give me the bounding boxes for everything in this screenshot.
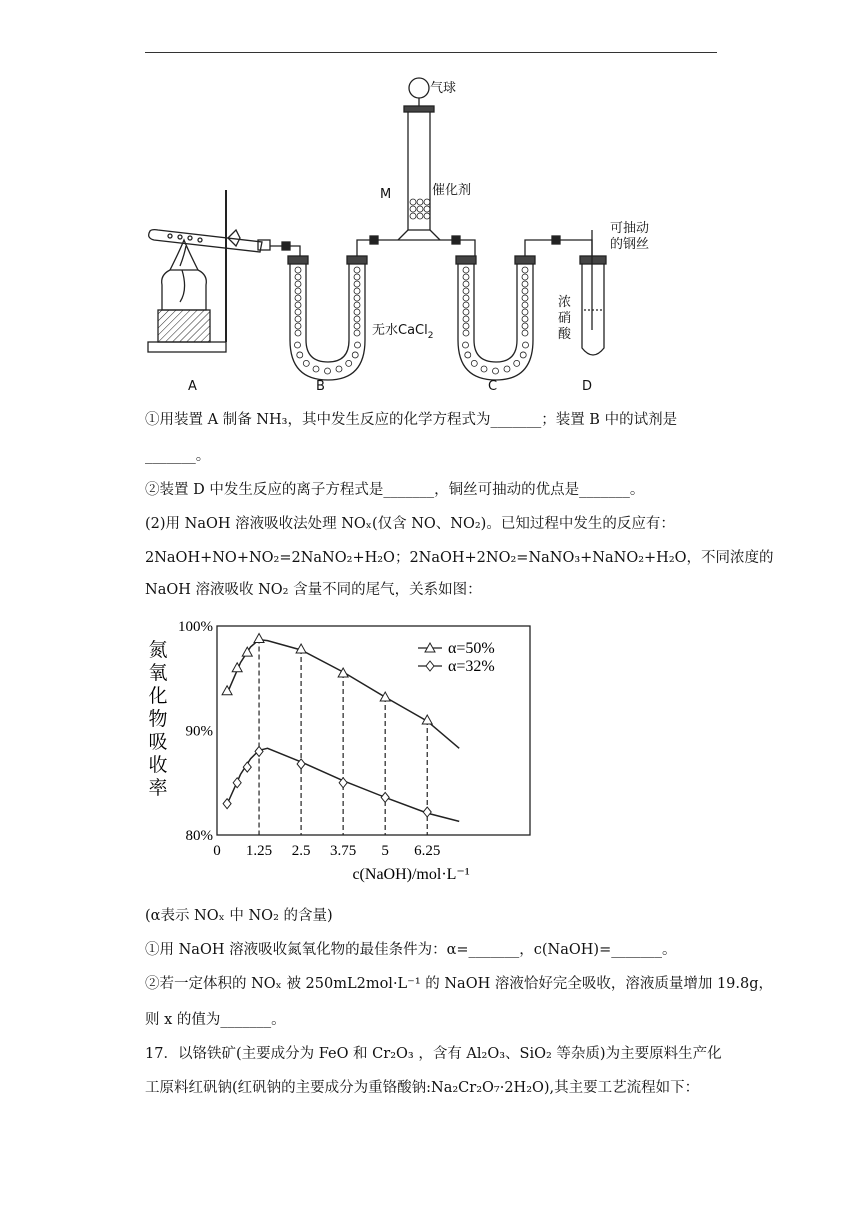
q2-line2: 2NaOH+NO+NO₂=2NaNO₂+H₂O；2NaOH+2NO₂=NaNO₃+NaNO₂+H₂O，不同浓度的 [145,550,774,566]
unit-label-b: B [316,379,325,394]
top-rule [145,52,717,53]
acid-label-3: 酸 [558,327,572,342]
q2-line1: (2)用 NaOH 溶液吸收法处理 NOₓ(仅含 NO、NO₂)。已知过程中发生的反应有： [145,516,675,532]
y-tick-label: 100% [178,619,213,635]
y-axis-label-char: 率 [148,777,168,799]
catalyst-label: 催化剂 [432,183,472,198]
q1a-line1: ①用装置 A 制备 NH₃，其中发生反应的化学方程式为_______；装置 B 中的试剂是 [145,412,678,428]
data-point-triangle [232,663,242,672]
x-tick-label: 2.5 [291,843,311,859]
x-tick-label: 3.75 [330,843,357,859]
m-label: M [380,187,392,202]
q17-line2: 工原料红矾钠(红矾钠的主要成分为重铬酸钠:Na₂Cr₂O₇·2H₂O),其主要工艺流程如下： [145,1080,700,1096]
y-tick-label: 90% [185,723,213,740]
data-point-diamond [243,762,251,772]
series-curve [229,640,459,749]
data-point-triangle [242,647,252,656]
x-tick-label: 6.25 [414,843,441,859]
wire-label-1: 可抽动 [610,221,650,236]
x-tick-label: 0 [213,843,221,859]
data-point-diamond [423,807,431,817]
y-axis-label-char: 化 [148,685,168,707]
data-point-diamond [255,746,263,756]
q2b-line1: ②若一定体积的 NOₓ 被 250mL2mol·L⁻¹ 的 NaOH 溶液恰好完全吸收，溶液质量增加 19.8g， [145,976,774,992]
cacl2-label: 无水CaCl$_2$ [372,323,434,341]
q1a-line2: _______。 [145,448,211,464]
q2-line3: NaOH 溶液吸收 NO₂ 含量不同的尾气，关系如图： [145,582,482,598]
x-axis-label: c(NaOH)/mol·L⁻¹ [352,866,470,883]
data-point-triangle [380,692,390,701]
x-tick-label: 1.25 [245,843,273,859]
unit-label-c: C [488,379,498,394]
apparatus-figure [140,70,720,400]
absorption-chart [140,618,495,893]
y-axis-label-char: 物 [148,708,168,730]
balloon-label: 气球 [430,81,457,96]
legend-marker [426,661,434,671]
q2b-line2: 则 x 的值为_______。 [145,1012,286,1028]
legend-label: α=32% [448,658,495,675]
legend-label: α=50% [448,640,495,657]
acid-label-2: 硝 [558,311,572,326]
q17-line1: 17．以铬铁矿(主要成分为 FeO 和 Cr₂O₃ ，含有 Al₂O₃、SiO₂ 等杂质)为主要原料生产化 [145,1046,722,1062]
y-axis-label-char: 吸 [148,731,168,753]
acid-label-1: 浓 [558,295,572,310]
alpha-note: (α表示 NOₓ 中 NO₂ 的含量) [145,908,333,924]
wire-label-2: 的钢丝 [610,237,650,252]
y-axis-label-char: 收 [148,754,168,776]
y-axis-label-char: 氧 [148,662,168,684]
q2a: ①用 NaOH 溶液吸收氮氧化物的最佳条件为：α=_______，c(NaOH)=_______。 [145,942,677,958]
x-tick-label: 5 [381,843,389,859]
data-point-triangle [254,634,264,643]
data-point-diamond [381,792,389,802]
y-tick-label: 80% [185,828,213,844]
data-point-diamond [223,799,231,809]
q1b: ②装置 D 中发生反应的离子方程式是_______，铜丝可抽动的优点是_______。 [145,482,645,498]
y-axis-label-char: 氮 [148,639,168,661]
unit-label-d: D [582,379,593,394]
unit-label-a: A [188,379,197,394]
